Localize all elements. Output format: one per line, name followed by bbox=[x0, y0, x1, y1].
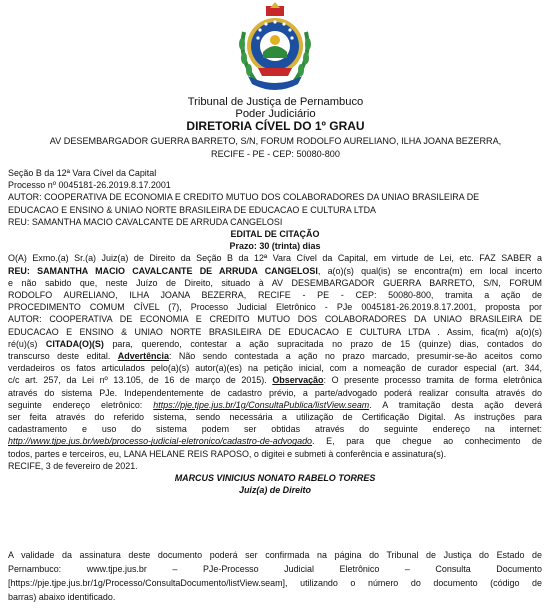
edital-line: REU: SAMANTHA MACIO CAVALCANTE DE ARRUDA CANGELOSI, a(o)(s) qual(is) se encontra(m) em local incerto bbox=[8, 265, 542, 276]
consulta-publica-link[interactable]: https://pje.tjpe.jus.br/1g/ConsultaPublica/listView.seam bbox=[153, 399, 370, 410]
directorate-title: DIRETORIA CÍVEL DO 1º GRAU bbox=[186, 119, 365, 133]
footer-line: A validade da assinatura deste documento poderá ser confirmada na página do Tribunal de Justiça do Estado de bbox=[8, 550, 542, 560]
edital-line: c/c art. 257, da Lei nº 13.105, de 16 de março de 2015). Observação: O presente processo tramita de forma eletrônica bbox=[8, 375, 542, 386]
signer-role: Juiz(a) de Direito bbox=[238, 485, 311, 496]
edital-line: e não sabido que, neste Juízo de Direito, situado à AV DESEMBARGADOR GUERRA BARRETO, S/N, FORUM bbox=[8, 277, 542, 288]
cited-label: CITADA(O)(S) bbox=[45, 338, 104, 349]
signer-name: MARCUS VINICIUS NONATO RABELO TORRES bbox=[174, 473, 376, 484]
court-name: Tribunal de Justiça de Pernambuco bbox=[187, 96, 364, 108]
edital-line: todos, partes e terceiros, eu, LANA HELANE REIS RAPOSO, o digitei e submeti à conferência e assinatura(s). bbox=[8, 448, 447, 459]
footer-line: [https://pje.tjpe.jus.br/1g/Processo/ConsultaDocumento/listView.seam], utilizando o número do documento (código de bbox=[8, 578, 542, 588]
plaintiff-line2: EDUCACAO E ENSINO & UNIAO NORTE BRASILEIRA DE EDUCACAO E CULTURA LTDA bbox=[8, 204, 377, 215]
court-address-line2: RECIFE - PE - CEP: 50080-800 bbox=[211, 149, 340, 159]
plaintiff-line1: AUTOR: COOPERATIVA DE ECONOMIA E CREDITO MUTUO DOS COLABORADORES DA UNIAO BRASILEIRA DE bbox=[8, 192, 480, 203]
edital-line: transcurso deste edital. Advertência: Não sendo contestada a ação no prazo marcado, presumir-se-ão aceitos como bbox=[8, 351, 542, 362]
edital-line: ré(u)(s) CITADA(O)(S) para, querendo, contestar a ação supracitada no prazo de 15 (quinze) dias, contados do bbox=[8, 338, 542, 349]
edital-line: O(A) Exmo.(a) Sr.(a) Juiz(a) de Direito da Seção B da 12ª Vara Cível da Capital, em virtude de Lei, etc. FAZ SABER a bbox=[8, 253, 542, 264]
warning-label: Advertência bbox=[117, 351, 169, 362]
signature-validation-note bbox=[8, 548, 542, 604]
court-branch: Poder Judiciário bbox=[235, 108, 316, 120]
edital-line: PROCEDIMENTO COMUM CÍVEL (7), Processo Judicial Eletrônico - PJe 0045181-26.2019.8.17.2001, proposta por bbox=[8, 302, 542, 313]
edital-line: através do sistema PJe. Independentemente de cadastro prévio, a parte/advogado poderá realizar consulta através do bbox=[8, 387, 542, 398]
coat-of-arms-icon bbox=[236, 2, 314, 94]
defendant-line: REU: SAMANTHA MACIO CAVALCANTE DE ARRUDA CANGELOSI bbox=[8, 216, 283, 227]
defendant-name: REU: SAMANTHA MACIO CAVALCANTE DE ARRUDA CANGELOSI bbox=[8, 265, 318, 276]
edital-line: RODOLFO AURELIANO, ILHA JOANA BEZERRA, RECIFE - PE - CEP: 50080-800, tramita a ação de bbox=[8, 290, 542, 301]
edital-line: cadastramento e uso do sistema podem ser obtidas através do seguinte endereço na internet: bbox=[8, 424, 542, 435]
case-section: Seção B da 12ª Vara Cível da Capital bbox=[8, 168, 157, 178]
cadastro-advogado-link[interactable]: http://www.tjpe.jus.br/web/processo-judicial-eletronico/cadastro-de-advogado bbox=[8, 436, 313, 447]
document-body bbox=[8, 167, 542, 496]
document-header bbox=[0, 96, 551, 161]
edital-deadline: Prazo: 30 (trinta) dias bbox=[229, 241, 321, 252]
edital-line: AUTOR: COOPERATIVA DE ECONOMIA E CREDITO MUTUO DOS COLABORADORES DA UNIAO BRASILEIRA DE bbox=[8, 314, 542, 325]
footer-line: barras) abaixo identificado. bbox=[8, 592, 116, 602]
edital-line: seguinte endereço eletrônico: https://pje.tjpe.jus.br/1g/ConsultaPublica/listView.seam. A tramitação desta ação deverá bbox=[8, 399, 542, 410]
edital-line: http://www.tjpe.jus.br/web/processo-judicial-eletronico/cadastro-de-advogado. E, para que chegue ao conhecimento de bbox=[8, 436, 542, 447]
edital-line: verdadeiros os fatos articulados pelo(a)(s) autor(a)(es) na petição inicial, com a nomeação de curador especial (art. 344, bbox=[8, 363, 542, 374]
crest-area bbox=[0, 0, 551, 96]
note-label: Observação bbox=[272, 375, 324, 386]
edital-title: EDITAL DE CITAÇÃO bbox=[230, 229, 320, 240]
edital-line: ser feita através do referido sistema, sendo necessária a utilização de Certificação Digital. As instruções para bbox=[8, 412, 542, 423]
edital-date: RECIFE, 3 de fevereiro de 2021. bbox=[8, 460, 138, 471]
footer-line: Pernambuco: www.tjpe.jus.br – PJe-Processo Judicial Eletrônico – Consulta Documento bbox=[8, 564, 542, 574]
court-address-line1: AV DESEMBARGADOR GUERRA BARRETO, S/N, FORUM RODOLFO AURELIANO, ILHA JOANA BEZERRA, bbox=[49, 136, 502, 146]
edital-line: EDUCACAO E ENSINO & UNIAO NORTE BRASILEIRA DE EDUCACAO E CULTURA LTDA . Assim, fica(m) a(o)(s) bbox=[8, 326, 542, 337]
case-number: Processo nº 0045181-26.2019.8.17.2001 bbox=[8, 180, 171, 191]
